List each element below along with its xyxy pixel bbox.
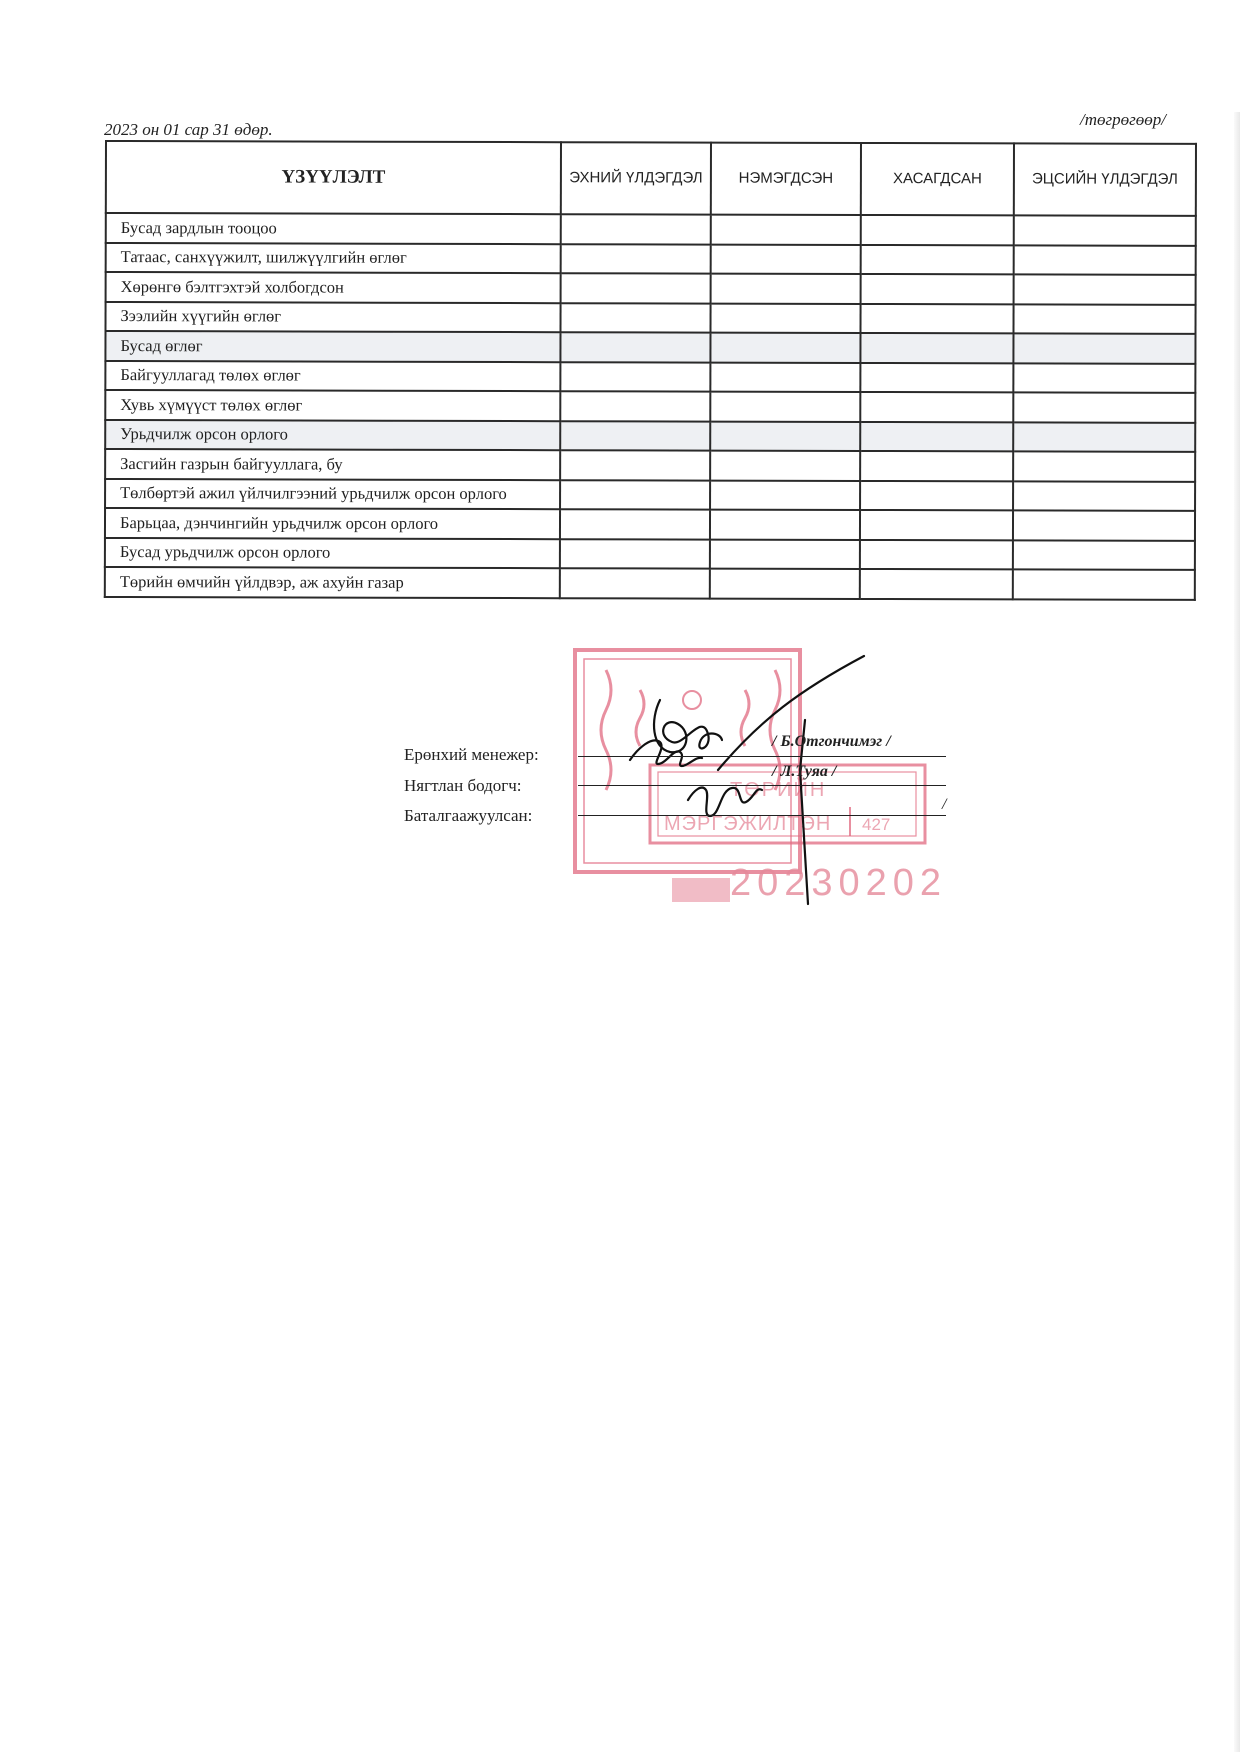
decrease-cell: [860, 362, 1013, 392]
row-label: Төлбөртэй ажил үйлчилгээний урьдчилж орсон орлого: [105, 479, 560, 510]
stamp-date: 20230202: [730, 862, 948, 904]
increase-cell: [710, 569, 860, 599]
opening-balance-cell: [561, 244, 711, 274]
increase-cell: [710, 392, 860, 422]
row-label: Бусад зардлын тооцоо: [106, 213, 561, 244]
accountant-line: [578, 785, 946, 786]
decrease-cell: [860, 421, 1013, 451]
opening-balance-cell: [560, 539, 710, 569]
column-header-increase: НЭМЭГДСЭН: [711, 143, 861, 215]
opening-balance-cell: [560, 391, 710, 421]
closing-balance-cell: [1013, 333, 1195, 363]
accountant-label: Нягтлан бодогч:: [404, 776, 522, 795]
table-row: [105, 331, 1195, 363]
stamp-text-1: ТӨРИЙН: [730, 779, 827, 801]
decrease-cell: [860, 569, 1013, 599]
table-row: [105, 390, 1195, 422]
closing-balance-cell: [1013, 481, 1195, 511]
general-manager-line: [578, 756, 946, 757]
increase-cell: [710, 333, 860, 363]
opening-balance-cell: [560, 362, 710, 392]
row-label: Бусад урьдчилж орсон орлого: [105, 538, 560, 569]
table-body: [105, 213, 1196, 599]
table-row: [105, 538, 1195, 570]
opening-balance-cell: [560, 509, 710, 539]
increase-cell: [711, 274, 861, 304]
table-row: [106, 213, 1196, 245]
row-label: Засгийн газрын байгууллага, бу: [105, 449, 560, 480]
report-date: 2023 он 01 сар 31 өдөр.: [104, 120, 273, 139]
opening-balance-cell: [560, 303, 710, 333]
decrease-cell: [860, 539, 1013, 569]
decrease-cell: [860, 392, 1013, 422]
row-label: Хөрөнгө бэлтгэхтэй холбогдсон: [106, 272, 561, 303]
general-manager-label: Ерөнхий менежер:: [404, 745, 539, 764]
column-header-decrease: ХАСАГДСАН: [861, 143, 1014, 215]
increase-cell: [710, 303, 860, 333]
closing-balance-cell: [1014, 274, 1196, 304]
table-row: [105, 449, 1195, 481]
opening-balance-cell: [560, 568, 710, 598]
closing-balance-cell: [1013, 510, 1195, 540]
row-label: Төрийн өмчийн үйлдвэр, аж ахуйн газар: [105, 567, 560, 598]
verified-line: [578, 815, 946, 816]
accountant-name: / Л.Туяа /: [772, 763, 837, 780]
column-header-closing-balance: ЭЦСИЙН ҮЛДЭГДЭЛ: [1014, 143, 1196, 215]
decrease-cell: [860, 480, 1013, 510]
decrease-cell: [860, 451, 1013, 481]
opening-balance-cell: [561, 214, 711, 244]
opening-balance-cell: [561, 273, 711, 303]
column-header-opening-balance: ЭХНИЙ ҮЛДЭГДЭЛ: [561, 142, 711, 214]
table-row: [105, 479, 1195, 511]
table-row: [106, 243, 1196, 275]
decrease-cell: [861, 244, 1014, 274]
opening-balance-cell: [560, 332, 710, 362]
increase-cell: [710, 362, 860, 392]
row-label: Татаас, санхүүжилт, шилжүүлгийн өглөг: [106, 243, 561, 274]
currency-unit: /төгрөгөөр/: [1080, 110, 1166, 129]
closing-balance-cell: [1013, 304, 1195, 334]
opening-balance-cell: [560, 480, 710, 510]
table-row: [105, 567, 1195, 599]
general-manager-name: / Б.Отгончимэг /: [772, 733, 891, 750]
row-label: Урьдчилж орсон орлого: [105, 420, 560, 451]
stamp-number: 427: [862, 815, 891, 834]
increase-cell: [711, 244, 861, 274]
increase-cell: [710, 451, 860, 481]
closing-balance-cell: [1013, 392, 1195, 422]
table-row: [106, 272, 1196, 304]
closing-balance-cell: [1013, 422, 1195, 452]
increase-cell: [710, 510, 860, 540]
closing-balance-cell: [1013, 569, 1195, 599]
verified-name: /: [942, 796, 947, 813]
balance-table: [104, 140, 1197, 600]
closing-balance-cell: [1013, 363, 1195, 393]
decrease-cell: [860, 303, 1013, 333]
verified-label: Баталгаажуулсан:: [404, 806, 533, 825]
column-header-indicator: ҮЗҮҮЛЭЛТ: [106, 141, 561, 214]
row-label: Бусад өглөг: [105, 331, 560, 362]
row-label: Хувь хүмүүст төлөх өглөг: [105, 390, 560, 421]
closing-balance-cell: [1013, 451, 1195, 481]
increase-cell: [710, 539, 860, 569]
increase-cell: [710, 480, 860, 510]
table-row: [105, 508, 1195, 540]
closing-balance-cell: [1014, 245, 1196, 275]
table-row: [105, 420, 1195, 452]
row-label: Байгууллагад төлөх өглөг: [105, 361, 560, 392]
decrease-cell: [860, 333, 1013, 363]
increase-cell: [710, 421, 860, 451]
decrease-cell: [860, 510, 1013, 540]
scan-edge: [1234, 112, 1240, 1752]
closing-balance-cell: [1014, 215, 1196, 245]
decrease-cell: [861, 274, 1014, 304]
row-label: Барьцаа, дэнчингийн урьдчилж орсон орлого: [105, 508, 560, 539]
opening-balance-cell: [560, 421, 710, 451]
decrease-cell: [861, 215, 1014, 245]
stamp-text-2: МЭРГЭЖИЛТЭН: [664, 813, 832, 835]
increase-cell: [711, 215, 861, 245]
table-header-row: [106, 141, 1196, 216]
table-row: [105, 302, 1195, 334]
opening-balance-cell: [560, 450, 710, 480]
table-row: [105, 361, 1195, 393]
row-label: Зээлийн хүүгийн өглөг: [105, 302, 560, 333]
closing-balance-cell: [1013, 540, 1195, 570]
